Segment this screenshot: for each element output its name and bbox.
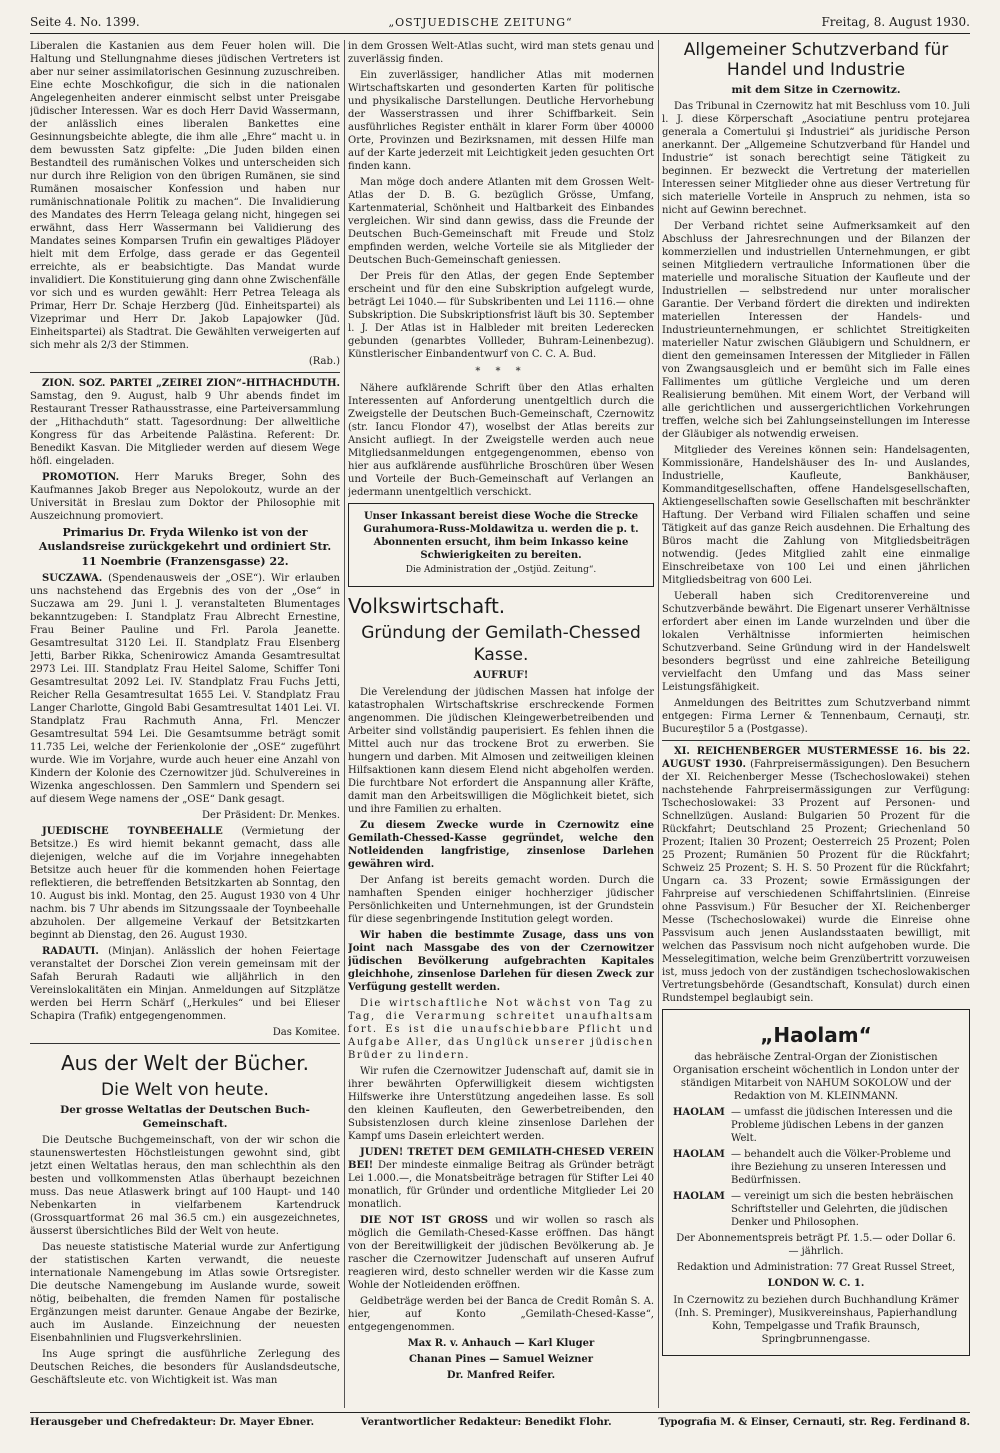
page-number: Seite 4. No. 1399. bbox=[30, 15, 140, 29]
article-text: Das Tribunal in Czernowitz hat mit Beschluss vom 10. Juli l. J. diese Körperschaft „Asociatiune pentru protejarea generala a Comertului şi Industriei“ als juridische Person anerkannt. Der „Allgemeine Schutzverband für Handel und Industrie“ ist sonach berechtigt seine Tätigkeit zu beginnen. Er bezweckt die Vertretung der materiellen Interessen seiner Mitglieder ohne aus dieser Vertretung für sich materielle Vorteile in Anspruch zu nehmen, ista so nicht auf Gewinn berechnet. bbox=[662, 101, 970, 217]
article-text: Anmeldungen des Beitrittes zum Schutzverband nimmt entgegen: Firma Lerner & Tennenbaum, Cernauţi, str. Bucureştilor 5 a (Postgasse). bbox=[662, 698, 970, 736]
item-heading: JUDEN! TRETET DEM GEMILATH-CHESED VEREIN BEI! bbox=[348, 1146, 654, 1171]
column-2 bbox=[348, 40, 654, 1408]
section-subtitle: mit dem Sitze in Czernowitz. bbox=[731, 83, 901, 96]
signatory: Dr. Manfred Reifer. bbox=[446, 1369, 556, 1381]
ad-item-text: — vereinigt um sich die besten hebräischen Schriftsteller und Gelehrten, die jüdischen Denker und Philosophen. bbox=[731, 1191, 954, 1229]
page-header bbox=[30, 10, 970, 34]
ad-item bbox=[673, 1106, 959, 1145]
divider bbox=[662, 740, 970, 741]
signature: (Rab.) bbox=[308, 356, 340, 367]
article-text: Die Verelendung der jüdischen Massen hat infolge der katastrophalen Wirtschaftskrise erschreckende Formen angenommen. Die jüdischen Kleingewerbetreibenden und Arbeiter sind vollständig pauperisiert. Es fehlen ihnen die Mittel auch nur das trockene Brot zu erwerben. Sie hungern und darben. Mit Almosen und zeitweiligen kleinen Hilfsaktionen kann diesem Elend nicht abgeholfen werden. Die furchtbare Not erfordert die Anspannung aller Kräfte, damit man den Arbeitswilligen die Möglichkeit bietet, sich und ihre Familien zu erhalten. bbox=[348, 686, 654, 815]
item-text: (Vermietung der Betsitze.) Es wird hiemit bekannt gemacht, dass alle diejenigen, welche auf die im Vorjahre innegehabten Betsitze auch heuer für die kommenden hohen Feiertage reflektieren, die betreffenden Betsitzkarten ab Sonntag, den 10. August bis inkl. Montag, den 25. August 1930 von 4 Uhr nachm. bis 7 Uhr abends im Sitzungssaale der Toynbeehalle abzuholen. Der allgemeine Verkauf der Betsitzkarten beginnt ab Dienstag, den 26. August 1930. bbox=[30, 825, 340, 941]
collector-notice-box bbox=[348, 503, 654, 587]
signatory: Chanan Pines — Samuel Weizner bbox=[408, 1353, 594, 1365]
ad-item bbox=[673, 1148, 959, 1187]
item-heading: SUCZAWA. bbox=[42, 572, 103, 584]
item-text: Herr Maruks Breger, Sohn des Kaufmannes Jakob Breger aus Nepolokoutz, wurde an der Universität in Breslau zum Doktor der Philosophie mit Auszeichnung promoviert. bbox=[30, 472, 340, 522]
article-text: Liberalen die Kastanien aus dem Feuer holen will. Die Haltung und Stellungnahme dieses jüdischen Vertreters ist aber nur seiner assimilatorischen Gesinnung zuzuschreiben. Eine echte Moschkofigur, die sich in die nationalen Angelegenheiten anderer einmischt selbst unter Preisgabe jüdischer Interessen. War es doch Herr David Wassermann, der anlässlich eines liberalen Bankettes eine Gesinnungsbeichte ablegte, die ihm alle „Ehre“ macht u. in dem bewussten Satz gipfelte: „Die Juden bilden einen Bestandteil des rumänischen Volkes und unterscheiden sich nur durch ihre Religion von den übrigen Rumänen, sie sind Rumänen mosaischer Konfession und haben nur rumänischnationale Politik zu machen“. Die Invalidierung des Mandates des Herrn Teleaga gelang nicht, hingegen sei erwähnt, dass Herr Wassermann bei Validierung des Mandates seines Komparsen Trufin ein gewaltiges Plädoyer hielt mit dem Erfolge, dass gerade er das Gegenteil erreichte, als er beabsichtigte. Das Mandat wurde invalidiert. Die Konstituierung ging dann ohne Zwischenfälle vor sich und es wurden gewählt: Herr Petrea Teleaga als Primar, Herr Dr. Schaje Herzberg (Jüd. Einheitspartei) als Vizeprimar und Herr Dr. Jakob Lapajowker (Jüd. Einheitspartei) als Stadtrat. Die Gewählten verweigerten auf sich mehr als 2/3 der Stimmen. bbox=[30, 41, 340, 351]
article-text: Wir haben die bestimmte Zusage, dass uns von Joint nach Massgabe des von der Czernowitzer jüdischen Bevölkerung aufgebrachten Kapitales gleichhohe, zinsenlose Darlehen für diesen Zweck zur Verfügung gestellt werden. bbox=[348, 929, 654, 993]
article-text: Geldbeträge werden bei der Banca de Credit Român S. A. hier, auf Konto „Gemilath-Chesed-Kasse“, entgegengenommen. bbox=[348, 1295, 654, 1333]
signatory: Max R. v. Anhauch — Karl Kluger bbox=[407, 1337, 595, 1349]
article-text: Ein zuverlässiger, handlicher Atlas mit modernen Wirtschaftskarten und gesonderten Karten für politische und physikalische Darstellungen. Deutliche Hervorhebung der Wasserstrassen und ihrer Schiffbarkeit. Sein ausführliches Register enthält in klarer Form über 40000 Orte, Provinzen und Bezirksnamen, mit dessen Hilfe man auf der Karte jederzeit mit Leichtigkeit jeden gesuchten Ort finden kann. bbox=[348, 70, 654, 172]
ad-item-label: HAOLAM bbox=[673, 1191, 725, 1203]
ad-item-label: HAOLAM bbox=[673, 1149, 725, 1161]
newspaper-title: „OSTJUEDISCHE ZEITUNG“ bbox=[388, 16, 573, 29]
article-text: Ins Auge springt die ausführliche Zerlegung des Deutschen Reiches, die besonders für Auslandsdeutsche, Geschäftsleute etc. von Wichtigkeit ist. Was man bbox=[30, 1349, 340, 1387]
article-text: Die Deutsche Buchgemeinschaft, von der wir schon die staunenswertesten Höchstleistungen gewohnt sind, gibt jetzt einen Weltatlas heraus, den man schlechthin als den besten und vollkommensten Atlas überhaupt bezeichnen muss. Das neue Atlaswerk bringt auf 100 Haupt- und 140 Nebenkarten in vielfarbenem Kartendruck (Grossquartformat 26 mal 36.5 cm.) ein ausgezeichnetes, äusserst übersichtliches Bild der Welt von heute. bbox=[30, 1135, 340, 1238]
item-text: (Spendenausweis der „OSE“). Wir erlauben uns nachstehend das Ergebnis des von der „Ose“ in Suczawa am 29. Juni l. J. veranstalteten Blumentages bekanntzugeben: I. Standplatz Frau Albrecht Ernestine, Frau Beiner Pauline und Frl. Parola Jeanette. Gesamtresultat 3120 Lei. II. Standplatz Frau Elsenberg Jetti, Barber Rikka, Schenirowicz Amanda Gesamtresultat 2973 Lei. III. Standplatz Frau Heitel Salome, Schiffer Toni Gesamtresultat 2092 Lei. IV. Standplatz Frau Fuchs Jetti, Reicher Rella Gesamtresultat 1655 Lei. V. Standplatz Frau Langer Charlotte, Gingold Babi Gesamtresultat 1401 Lei. VI. Standplatz Frau Rachmuth Anna, Frl. Menczer Gesamtresultat 594 Lei. Die Gesamtsumme beträgt somit 11.735 Lei, welche der Ferienkolonie der „OSE“ zugeführt wurde. Wie im Vorjahre, wurde auch heuer eine Anzahl von Kindern der Kolonie des Czernowitzer jüd. Schulvereines in Wizenka angeschlossen. Den Sammlern und Spendern sei auf diesem Wege namens der „OSE“ Dank gesagt. bbox=[30, 572, 340, 805]
haolam-ad-box bbox=[662, 1009, 970, 1356]
ad-sale-info: In Czernowitz zu beziehen durch Buchhandlung Krämer (Inh. S. Preminger), Musikvereinshaus, Papierhandlung Kohn, Tempelgasse und Trafik Braunsch, Springbrunnengasse. bbox=[673, 1295, 959, 1346]
signature: Der Präsident: Dr. Menkes. bbox=[202, 809, 340, 821]
column-divider bbox=[344, 40, 345, 1408]
item-text: (Fahrpreisermässigungen). Den Besuchern der XI. Reichenberger Messe (Tschechoslowakei) stehen nachstehende Fahrpreisermässigungen zur Verfügung: Tschechoslowakei: 33 Prozent auf Personen- und Schnellzügen. Ausland: Bulgarien 50 Prozent für die Rückfahrt; Deutschland 25 Prozent; Griechenland 50 Prozent; Italien 30 Prozent; Oesterreich 25 Prozent; Polen 25 Prozent; Rumänien 50 Prozent für die Rückfahrt; Schweiz 25 Prozent; S. H. S. 50 Prozent für die Rückfahrt; Ungarn ca. 33 Prozent; sowie Ermässigungen der Fahrpreise auf verschiedenen Schiffahrtslinien. (Einreise ohne Passvisum.) Für Besucher der XI. Reichenberger Messe (Tschechoslowakei) wurde die Einreise ohne Passvisum auch jenen Auslandsstaaten bewilligt, mit welchen das Passvisum noch nicht aufgehoben wurde. Die Messelegitimation, welche beim Grenzübertritt vorzuweisen ist, muss jedoch von der zuständigen tschechoslowakischen Vertretungsbehörde (Gesandtschaft, Konsulat) durch einen Rundstempel beglaubigt sein. bbox=[662, 759, 970, 1005]
item-heading: RADAUTI. bbox=[42, 945, 99, 957]
ad-item-label: HAOLAM bbox=[673, 1107, 725, 1119]
article-text: Der Preis für den Atlas, der gegen Ende September erscheint und für den eine Subskription aufgelegt wurde, beträgt Lei 1040.— für Subskribenten und Lei 1116.— ohne Subskription. Die Subskriptionsfrist läuft bis 30. September l. J. Der Atlas ist in Halbleder mit breiten Lederecken gebunden (genarbtes Vollleder, Buhram-Leinenbezug). Künstlerischer Einbandentwurf von C. C. A. Bud. bbox=[348, 271, 654, 360]
article-text: Zu diesem Zwecke wurde in Czernowitz eine Gemilath-Chessed-Kasse gegründet, welche den Notleidenden langfristige, zinsenlose Darlehen gewähren wird. bbox=[348, 819, 654, 870]
notice: Primarius Dr. Fryda Wilenko ist von der Auslandsreise zurückgekehrt und ordiniert Str. 11 Noembrie (Franzensgasse) 22. bbox=[38, 526, 332, 568]
ad-title: „Haolam“ bbox=[760, 1023, 872, 1048]
editor-credit: Verantwortlicher Redakteur: Benedikt Flohr. bbox=[360, 1417, 612, 1428]
item-text: und wir wollen so rasch als möglich die Gemilath-Chesed-Kasse eröffnen. Das hängt von der Bereitwilligkeit der jüdischen Bevölkerung ab. Je rascher die Czernowitzer Judenschaft auf unseren Aufruf reagieren wird, desto schneller werden wir die Kasse zum Wohle der Notleidenden eröffnen. bbox=[348, 1214, 654, 1291]
section-subtitle: Die Welt von heute. bbox=[101, 1079, 269, 1100]
article-text: Man möge doch andere Atlanten mit dem Grossen Welt-Atlas der D. B. G. bezüglich Grösse, Umfang, Kartenmaterial, Schönheit und Haltbarkeit des Einbandes vergleichen. Wir sind dann gewiss, dass die Freunde der Deutschen Buch-Gemeinschaft mit Freude und Stolz empfinden werden, welche Vorteile sie als Mitglieder der Deutschen Buch-Gemeinschaft geniessen. bbox=[348, 177, 654, 266]
section-title: Allgemeiner Schutzverband für Handel und Industrie bbox=[683, 40, 949, 81]
box-signature: Die Administration der „Ostjüd. Zeitung“. bbox=[405, 565, 597, 575]
item-text: Samstag, den 9. August, halb 9 Uhr abends findet im Restaurant Tresser Rathausstrasse, eine Parteiversammlung der „Hithachduth“ statt. Tagesordnung: Der allweltliche Kongress für das Arbeitende Palästina. Referent: Dr. Benedikt Kasvan. Die Mitglieder werden auf diesem Wege höfl. eingeladen. bbox=[30, 391, 340, 467]
item-heading: ZION. SOZ. PARTEI „ZEIREI ZION“-HITHACHDUTH. bbox=[42, 378, 340, 389]
signature: Das Komitee. bbox=[272, 1026, 340, 1038]
page-footer bbox=[30, 1412, 970, 1432]
section-title: Aus der Welt der Bücher. bbox=[60, 1050, 310, 1075]
item-text: Der mindeste einmalige Beitrag als Gründer beträgt Lei 1.000.—, die Monatsbeiträge betragen für Stifter Lei 40 monatlich, für Gründer und ordentliche Mitglieder Lei 20 monatlich. bbox=[348, 1159, 654, 1210]
ad-intro: das hebräische Zentral-Organ der Zionistischen Organisation erscheint wöchentlich in London unter der ständigen Mitarbeit von NAHUM SOKOLOW und der Redaktion von M. KLEINMANN. bbox=[673, 1052, 960, 1103]
item-heading: DIE NOT IST GROSS bbox=[360, 1214, 489, 1226]
column-divider bbox=[658, 40, 659, 1408]
divider bbox=[30, 372, 340, 373]
article-text: Mitglieder des Vereines können sein: Handelsagenten, Kommissionäre, Handelshäuser des In- und Auslandes, Industrielle, Kaufleute, Bankhäuser, Kommanditgesellschaften, offene Handelsgesellschaften, Aktiengesellschaften sowie Gesellschaften mit beschränkter Haftung. Der Verband wird Filialen schaffen und seine Tätigkeit auf das ganze Reich ausdehnen. Die Erhaltung des Büros macht die Zahlung von Mitgliedsbeiträgen notwendig. (Jedes Mitglied zahlt eine einmalige Einschreibetaxe von 100 Lei und einen jährlichen Mitgliedsbeitrag von 600 Lei. bbox=[662, 445, 970, 587]
ad-item-text: — behandelt auch die Völker-Probleme und ihre Beziehung zu unseren Interessen und Bedürfnissen. bbox=[731, 1149, 951, 1187]
section-kicker: Der grosse Weltatlas der Deutschen Buch-Gemeinschaft. bbox=[60, 1103, 310, 1130]
article-text: Die wirtschaftliche Not wächst von Tag zu Tag, die Verarmung schreitet unaufhaltsam fort. Es ist die unaufschiebbare Pflicht und Aufgabe Aller, das Unglück unserer jüdischen Brüder zu lindern. bbox=[348, 997, 654, 1061]
ad-price: Der Abonnementspreis beträgt Pf. 1.5.— oder Dollar 6.— jährlich. bbox=[676, 1233, 956, 1258]
divider bbox=[30, 1043, 340, 1044]
item-text: (Minjan). Anlässlich der hohen Feiertage veranstaltet der Dorschei Zion verein gemeinsam mit der Safah Berurah Radauti wie alljährlich in den Vereinslokalitäten ein Minjan. Anmeldungen auf Sitzplätze werden bei Herrn Schärf („Herkules“ und bei Elieser Schapira (Trafik) entgegengenommen. bbox=[30, 945, 340, 1022]
ad-item bbox=[673, 1190, 959, 1229]
article-text: Wir rufen die Czernowitzer Judenschaft auf, damit sie in ihrer bewährten Opferwilligkeit diesem wichtigsten Hilfswerke ihre Unterstützung angedeihen lasse. Es soll den kleinen Kaufleuten, den Gewerbetreibenden, den Subsistenzlosen durch kleine zinsenlose Darlehen der Kampf ums Dasein erleichtert werden. bbox=[348, 1065, 654, 1142]
ad-address: Redaktion und Administration: 77 Great Russel Street, bbox=[676, 1262, 956, 1274]
box-text: Unser Inkassant bereist diese Woche die Strecke Gurahumora-Russ-Moldawitza u. werden die p. t. Abonnenten ersucht, ihm beim Inkasso keine Schwierigkeiten zu bereiten. bbox=[363, 511, 639, 561]
publisher-credit: Herausgeber und Chefredakteur: Dr. Mayer Ebner. bbox=[30, 1417, 315, 1428]
item-heading: JUEDISCHE TOYNBEEHALLE bbox=[42, 825, 223, 837]
item-heading: XI. REICHENBERGER MUSTERMESSE 16. bis 22. AUGUST 1930. bbox=[662, 746, 970, 771]
column-3 bbox=[662, 40, 970, 1408]
article-text: Das neueste statistische Material wurde zur Anfertigung der statistischen Karten verwandt, die neueste internationale Namengebung im Atlas sowie Ortsregister. Die deutsche Namengebung im Auslande wurde, soweit nötig, beibehalten, die fremden Namen für postalische Ergänzungen meist darunter. Genaue Angabe der Bezirke, auch im Auslande. Einzeichnung der neuesten Eisenbahnlinien und Flugsverkehrslinien. bbox=[30, 1242, 340, 1345]
issue-date: Freitag, 8. August 1930. bbox=[821, 15, 970, 29]
column-1 bbox=[30, 40, 340, 1408]
section-subtitle: Gründung der Gemilath-Chessed Kasse. bbox=[361, 622, 641, 665]
article-text: Der Verband richtet seine Aufmerksamkeit auf den Abschluss der Jahresrechnungen und der Bilanzen der kommerziellen und industriellen Unternehmungen, er gibt seinen Mitgliedern vertrauliche Informationen über die materielle und moralische Situation der Kaufleute und der Industriellen — selbstredend nur unter moralischer Garantie. Der Verband fördert die direkten und indirekten materiellen Interessen der Handels- und Industrieunternehmungen, er schlichtet Streitigkeiten materieller Natur zwischen Gläubigern und Schuldnern, er dient den gemeinsamen Interessen der Mitglieder in Fällen von Zwangsausgleich und er bemüht sich im Falle eines Fallimentes um gütliche Vergleiche und um deren Realisierung bemühen. Mit einem Wort, der Verband will alle gerichtlichen und aussergerichtlichen Vorkehrungen treffen, welche sich bei Zahlungseinstellungen im Interesse der Gläubiger als notwendig erweisen. bbox=[662, 221, 970, 441]
item-heading: PROMOTION. bbox=[42, 472, 120, 483]
section-kicker: AUFRUF! bbox=[473, 668, 529, 681]
article-text: Ueberall haben sich Creditorenvereine und Schutzverbände bewährt. Die Eigenart unserer Verhältnisse erfordert aber einen im Lande wurzelnden und über die lokalen Verhältnisse informierten heimischen Schutzverband. Seine Gründung wird in der Handelswelt besonders begrüsst und eine zahlreiche Beteiligung vervielfacht den Umfang und das Mass seiner Leistungsfähigkeit. bbox=[662, 591, 970, 694]
article-text: Der Anfang ist bereits gemacht worden. Durch die namhaften Spenden einiger hochherziger jüdischer Persönlichkeiten und Unternehmungen, ist der Grundstein für diese segenbringende Institution gelegt worden. bbox=[348, 874, 654, 925]
article-text: Nähere aufklärende Schrift über den Atlas erhalten Interessenten auf Anforderung unentgeltlich durch die Zweigstelle der Deutschen Buch-Gemeinschaft, Czernowitz (str. Iancu Flondor 47), woselbst der Atlas bereits zur Ansicht aufliegt. In der Zweigstelle werden auch neue Mitgliedsanmeldungen entgegengenommen, ebenso von hier aus aufklärende ausführliche Broschüren über Wesen und Vorteile der Buch-Gemeinschaft auf Verlangen an jedermann unentgeltlich verschickt. bbox=[348, 383, 654, 498]
article-text: in dem Grossen Welt-Atlas sucht, wird man stets genau und zuverlässig finden. bbox=[348, 41, 654, 65]
ad-item-text: — umfasst die jüdischen Interessen und die Probleme jüdischen Lebens in der ganzen Welt. bbox=[731, 1107, 953, 1145]
ad-city: LONDON W. C. 1. bbox=[767, 1278, 865, 1290]
printer-credit: Typografia M. & Einser, Cernauti, str. Reg. Ferdinand 8. bbox=[658, 1417, 970, 1428]
section-title: Volkswirtschaft. bbox=[348, 593, 506, 618]
separator-stars: * * * bbox=[475, 366, 527, 377]
